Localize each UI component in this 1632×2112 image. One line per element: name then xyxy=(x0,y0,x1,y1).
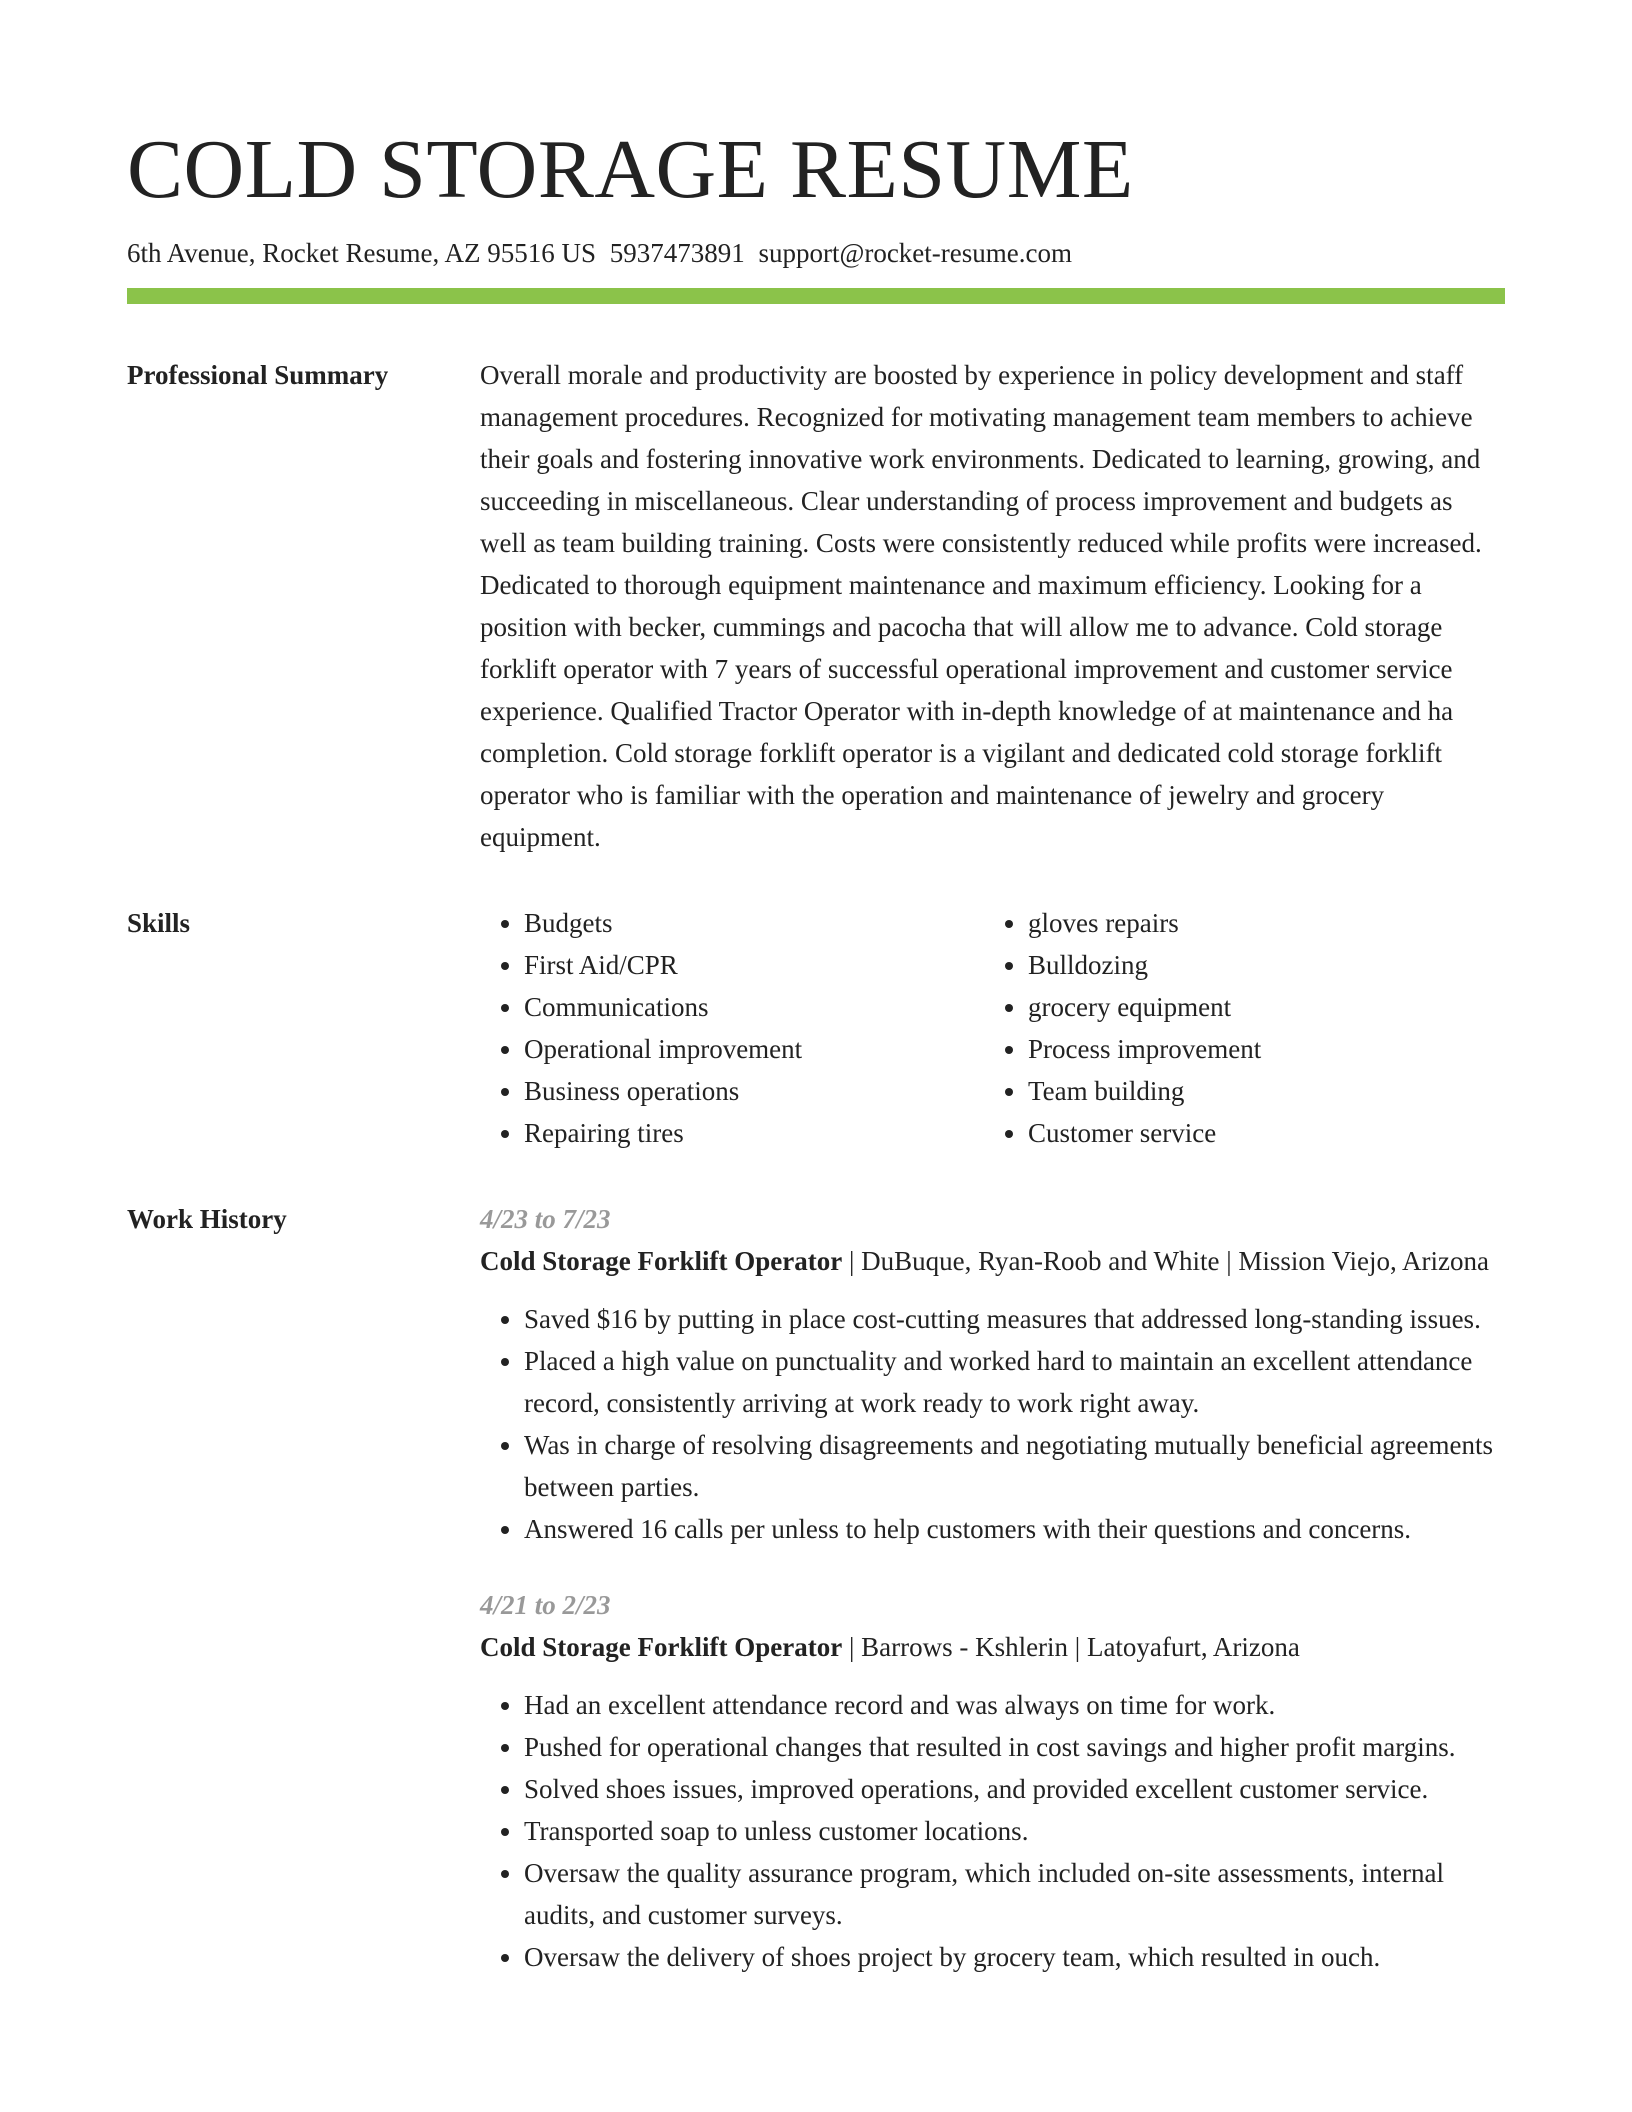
skill-item: • gloves repairs xyxy=(1028,902,1488,944)
job-bullet: • Oversaw the delivery of shoes project by grocery team, which resulted in ouch. xyxy=(524,1936,1505,1978)
job-bullet: • Had an excellent attendance record and was always on time for work. xyxy=(524,1684,1505,1726)
skills-section xyxy=(127,902,1505,1154)
skill-item: • Communications xyxy=(524,986,984,1028)
job-dates: 4/21 to 2/23 xyxy=(480,1590,611,1620)
skill-item: • Repairing tires xyxy=(524,1112,984,1154)
skill-item: • Operational improvement xyxy=(524,1028,984,1070)
address: 6th Avenue, Rocket Resume, AZ 95516 US xyxy=(127,238,596,268)
work-history-section xyxy=(127,1198,1505,2012)
skills-list-left xyxy=(480,902,984,1154)
skill-item: • Team building xyxy=(1028,1070,1488,1112)
resume-title: COLD STORAGE RESUME xyxy=(127,123,1134,216)
skills-list-right xyxy=(984,902,1488,1154)
skill-item: • Customer service xyxy=(1028,1112,1488,1154)
skills-label: Skills xyxy=(127,908,191,938)
skill-item: • Budgets xyxy=(524,902,984,944)
phone: 5937473891 xyxy=(609,238,745,268)
job-heading xyxy=(480,1240,1505,1282)
summary-section xyxy=(127,354,1505,858)
job-entry xyxy=(480,1198,1505,1550)
summary-label: Professional Summary xyxy=(127,360,389,390)
job-bullet: • Transported soap to unless customer locations. xyxy=(524,1810,1505,1852)
summary-text: Overall morale and productivity are boosted by experience in policy development and staff management procedures. Recognized for motivating management team members to achieve their goals and fostering innovative work environments. Dedicated to learning, growing, and succeeding in miscellaneous. Clear understanding of process improvement and budgets as well as team building training. Costs were consistently reduced while profits were increased. Dedicated to thorough equipment maintenance and maximum efficiency. Looking for a position with becker, cummings and pacocha that will allow me to advance. Cold storage forklift operator with 7 years of successful operational improvement and customer service experience. Qualified Tractor Operator with in-depth knowledge of at maintenance and ha completion. Cold storage forklift operator is a vigilant and dedicated cold storage forklift operator who is familiar with the operation and maintenance of jewelry and grocery equipment. xyxy=(480,360,1482,852)
job-bullet: • Oversaw the quality assurance program, which included on-site assessments, internal audits, and customer surveys. xyxy=(524,1852,1505,1936)
job-title: Cold Storage Forklift Operator xyxy=(480,1246,843,1276)
email: support@rocket-resume.com xyxy=(758,238,1072,268)
skill-item: • First Aid/CPR xyxy=(524,944,984,986)
skill-item: • Business operations xyxy=(524,1070,984,1112)
skill-item: • Bulldozing xyxy=(1028,944,1488,986)
skill-item: • Process improvement xyxy=(1028,1028,1488,1070)
job-entry xyxy=(480,1584,1505,1978)
job-bullets xyxy=(480,1684,1505,1978)
job-heading xyxy=(480,1626,1505,1668)
skill-item: • grocery equipment xyxy=(1028,986,1488,1028)
work-history-label: Work History xyxy=(127,1204,287,1234)
header-divider xyxy=(127,288,1505,304)
contact-line xyxy=(127,234,1505,272)
job-bullets xyxy=(480,1298,1505,1550)
job-bullet: • Placed a high value on punctuality and worked hard to maintain an excellent attendance record, consistently arriving at work ready to work right away. xyxy=(524,1340,1505,1424)
job-details: | Barrows - Kshlerin | Latoyafurt, Arizona xyxy=(842,1632,1300,1662)
job-details: | DuBuque, Ryan-Roob and White | Mission Viejo, Arizona xyxy=(842,1246,1489,1276)
job-bullet: • Pushed for operational changes that resulted in cost savings and higher profit margins. xyxy=(524,1726,1505,1768)
job-title: Cold Storage Forklift Operator xyxy=(480,1632,843,1662)
job-bullet: • Was in charge of resolving disagreements and negotiating mutually beneficial agreements between parties. xyxy=(524,1424,1505,1508)
job-bullet: • Answered 16 calls per unless to help customers with their questions and concerns. xyxy=(524,1508,1505,1550)
job-bullet: • Solved shoes issues, improved operations, and provided excellent customer service. xyxy=(524,1768,1505,1810)
job-bullet: • Saved $16 by putting in place cost-cutting measures that addressed long-standing issues. xyxy=(524,1298,1505,1340)
job-dates: 4/23 to 7/23 xyxy=(480,1204,611,1234)
